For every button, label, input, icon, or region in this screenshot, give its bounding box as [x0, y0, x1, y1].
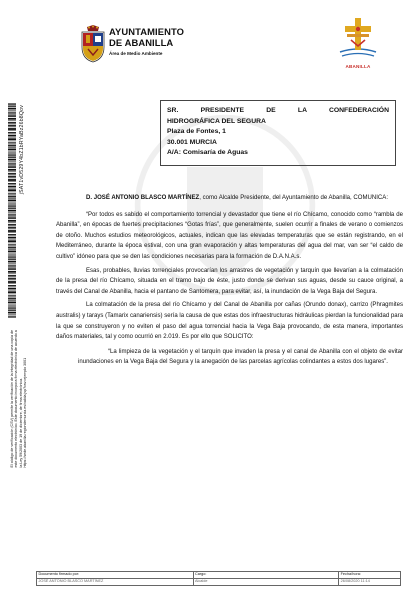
recipient-line: Plaza de Fontes, 1 — [167, 128, 226, 136]
org-name-line1: AYUNTAMIENTO — [109, 26, 184, 37]
barcode-bar — [8, 145, 16, 146]
letter-body — [56, 193, 403, 368]
barcode-bar — [8, 120, 16, 121]
barcode-bar — [8, 141, 16, 142]
barcode-bar — [8, 123, 16, 124]
barcode-bar — [8, 137, 16, 138]
barcode-bar — [8, 298, 16, 299]
barcode-bar — [8, 176, 16, 177]
barcode-bar — [8, 308, 16, 309]
barcode-bar — [8, 288, 16, 289]
barcode-bar — [8, 302, 16, 304]
sender-name: D. JOSÉ ANTONIO BLASCO MARTÍNEZ — [86, 195, 200, 201]
barcode-bar — [8, 151, 16, 152]
barcode-bar — [8, 239, 16, 240]
barcode-bar — [8, 134, 16, 135]
barcode-bar — [8, 284, 16, 285]
barcode-bar — [8, 128, 16, 130]
barcode-bar — [8, 251, 16, 253]
barcode-bar — [8, 225, 16, 226]
barcode-bar — [8, 125, 16, 126]
barcode-bar — [8, 202, 16, 203]
barcode-bar — [8, 135, 16, 136]
barcode-bar — [8, 290, 16, 291]
csv-line: https://sede.abanilla.regiondemurcia.es/valida.jsp?csv=ejemplo 3001 — [22, 357, 27, 468]
barcode-bar — [8, 255, 16, 256]
barcode-bar — [8, 144, 16, 145]
signed-by-label: Documento firmado por: — [37, 572, 194, 579]
barcode-bar — [8, 159, 16, 161]
barcode-bar — [8, 237, 16, 238]
recipient-line: A/A: Comisaría de Aguas — [167, 149, 248, 157]
csv-line: este documento electrónico. Este documento incorpora firma electrónica de acuerdo a — [14, 330, 19, 468]
request-quote: “La limpieza de la vegetación y el tarquín que invaden la presa y el canal de Abanilla con el objeto de evitar inundaciones en la Vega Baja del Segura y la anegación de las parcelas agrícolas colindantes a estos dos lugares”. — [78, 348, 403, 366]
barcode-bar — [8, 281, 16, 283]
barcode-bar — [8, 164, 16, 165]
barcode-bar — [8, 186, 16, 187]
barcode-bar — [8, 189, 16, 191]
barcode-bar — [8, 183, 16, 184]
barcode-bar — [8, 204, 16, 205]
barcode-bar — [8, 116, 16, 117]
barcode-bar — [8, 220, 16, 222]
barcode-bar — [8, 244, 16, 245]
barcode-bar — [8, 291, 16, 293]
barcode-bar — [8, 110, 16, 111]
barcode-bar — [8, 294, 16, 295]
csv-line: El código de verificación (CSV) permite la verificación de la integridad de una copia de — [10, 330, 14, 468]
barcode-bar — [8, 112, 16, 113]
barcode-bar — [8, 179, 16, 181]
barcode-bar — [8, 224, 16, 225]
barcode-bar — [8, 104, 16, 105]
barcode-bar — [8, 234, 16, 235]
barcode-bar — [8, 206, 16, 207]
barcode-bar — [8, 285, 16, 286]
barcode-bar — [8, 266, 16, 267]
barcode-bar — [8, 149, 16, 151]
barcode-bar — [8, 131, 16, 132]
barcode-bar — [8, 265, 16, 266]
intro-text: , como Alcalde Presidente, del Ayuntamiento de Abanilla, COMUNICA: — [199, 195, 389, 201]
barcode-id — [19, 105, 29, 215]
barcode-bar — [8, 174, 16, 175]
barcode-bar — [8, 304, 16, 305]
datetime-label: Fecha/hora: — [339, 572, 401, 579]
barcode-bar — [8, 138, 16, 140]
datetime-value: 26/08/2020 11:14 — [339, 579, 401, 586]
barcode-bar — [8, 217, 16, 218]
barcode-bar — [8, 122, 16, 123]
signature-table — [36, 571, 401, 586]
barcode-bar — [8, 108, 16, 110]
barcode-bar — [8, 142, 16, 143]
barcode-bar — [8, 188, 16, 189]
barcode-bar — [8, 243, 16, 244]
barcode-bar — [8, 147, 16, 148]
barcode-bar — [8, 153, 16, 154]
barcode-bar — [8, 166, 16, 167]
barcode-bar — [8, 182, 16, 183]
intro-paragraph — [56, 193, 403, 204]
barcode-bar — [8, 195, 16, 196]
barcode-bar — [8, 247, 16, 248]
barcode-bar — [8, 230, 16, 232]
barcode-bar — [8, 155, 16, 156]
barcode-bar — [8, 297, 16, 298]
barcode-bar — [8, 275, 16, 276]
barcode-bar — [8, 263, 16, 264]
barcode-bar — [8, 249, 16, 250]
barcode-bar — [8, 233, 16, 234]
barcode-bar — [8, 177, 16, 178]
barcode-bar — [8, 316, 16, 317]
paragraph: La colmatación de la presa del río Chícamo y del Canal de Abanilla por cañas (Orundo donax), carrizo (Phragmites australis) y tarays (Tamarix canariensis) sería la causa de que estas dos infraestructuras hidráulicas pierdan la funcionalidad para la que se construyeron y no eviten el paso del agua torrencial hacia la Vega Baja provocando, de esta manera, importantes daños materiales, tal y como ocurrió en 2.019. Es por ello que SOLICITO: — [56, 302, 403, 341]
department-name: Área de Medio Ambiente — [109, 51, 163, 56]
barcode-bar — [8, 163, 16, 164]
recipient-line: 30.001 MURCIA — [167, 138, 217, 146]
barcode-id-text: jSAT1vD529Y4bZ1bRYaBz26b8Qov — [19, 105, 25, 195]
barcode-bar — [8, 273, 16, 274]
barcode-bar — [8, 236, 16, 237]
barcode-bar — [8, 167, 16, 168]
csv-line: la Ley 59/2003 de 19 de diciembre, de firma electrónica. — [18, 377, 23, 468]
barcode-bar — [8, 218, 16, 219]
barcode-bar — [8, 185, 16, 186]
barcode-bar — [8, 161, 16, 162]
abanilla-cross-logo-icon — [334, 16, 382, 64]
barcode-bar — [8, 295, 16, 296]
barcode-bar — [8, 171, 16, 172]
barcode-bar — [8, 198, 16, 199]
barcode-bar — [8, 261, 16, 263]
barcode-bar — [8, 212, 16, 213]
barcode — [8, 103, 16, 318]
org-name-line2: DE ABANILLA — [109, 36, 174, 48]
barcode-bar — [8, 215, 16, 216]
barcode-bar — [8, 173, 16, 174]
barcode-bar — [8, 271, 16, 273]
barcode-bar — [8, 314, 16, 315]
barcode-bar — [8, 113, 16, 114]
barcode-bar — [8, 300, 16, 301]
position-label: Cargo: — [193, 572, 339, 579]
recipient-line: HIDROGRÁFICA DEL SEGURA — [167, 117, 266, 125]
barcode-bar — [8, 240, 16, 242]
barcode-bar — [8, 118, 16, 120]
barcode-bar — [8, 317, 16, 318]
barcode-bar — [8, 222, 16, 223]
barcode-bar — [8, 268, 16, 269]
barcode-bar — [8, 169, 16, 171]
barcode-bar — [8, 253, 16, 254]
signed-by-value: JOSÉ ANTONIO BLASCO MARTÍNEZ — [37, 579, 194, 586]
org-name — [109, 27, 184, 48]
barcode-bar — [8, 312, 16, 314]
barcode-bar — [8, 246, 16, 247]
barcode-bar — [8, 210, 16, 212]
barcode-bar — [8, 200, 16, 202]
barcode-bar — [8, 256, 16, 257]
barcode-bar — [8, 227, 16, 228]
recipient-address-box — [160, 100, 396, 166]
barcode-bar — [8, 278, 16, 279]
barcode-bar — [8, 106, 16, 107]
barcode-bar — [8, 208, 16, 209]
barcode-bar — [8, 257, 16, 258]
barcode-bar — [8, 306, 16, 307]
barcode-bar — [8, 279, 16, 280]
paragraph: Esas, probables, lluvias torrenciales provocarían los arrastres de vegetación y tarquín que llevarían a la colmatación de la presa del río Chícamo, situada en el tramo bajo de éste, justo donde se derivan sus aguas, desde su cauce original, a través del Canal de Abanilla, hacia el pantano de Santomera, para evitar, así, la inundación de la Vega Baja del Segura. — [56, 267, 403, 295]
barcode-bar — [8, 259, 16, 260]
barcode-bar — [8, 115, 16, 116]
signature-footer — [36, 571, 401, 585]
barcode-bar — [8, 193, 16, 194]
barcode-bar — [8, 287, 16, 288]
coat-of-arms-icon — [80, 25, 106, 63]
logo-caption: ABANILLA — [345, 64, 371, 69]
barcode-bar — [8, 103, 16, 104]
barcode-bar — [8, 192, 16, 193]
barcode-bar — [8, 126, 16, 127]
barcode-bar — [8, 269, 16, 270]
paragraph: “Por todos es sabido el comportamiento torrencial y devastador que tiene el río Chícamo, conocido como “rambla de Abanilla”, en épocas de fuertes precipitaciones “Gotas frías”, que generalmente, suelen ocurrir a finales de verano o comienzos de otoño. Muchos estudios meteorológicos, actuales, indican que las elevadas temperaturas que se están registrando, en el Mediterráneo, durante la época estival, con una gran evaporación y altas temperaturas del agua del mar, van ser “el caldo de cultivo” idóneo para que se den las condiciones necesarias para la formación de D.A.N.A.s. — [56, 211, 403, 260]
barcode-bar — [8, 196, 16, 197]
barcode-bar — [8, 154, 16, 155]
barcode-bar — [8, 276, 16, 277]
barcode-bar — [8, 307, 16, 308]
barcode-bar — [8, 228, 16, 229]
barcode-bar — [8, 205, 16, 206]
barcode-bar — [8, 310, 16, 311]
barcode-bar — [8, 214, 16, 215]
csv-verification-text — [10, 330, 42, 550]
recipient-line: SR. PRESIDENTE DE LA CONFEDERACIÓN — [167, 107, 389, 114]
barcode-bar — [8, 157, 16, 158]
position-value: Alcalde — [193, 579, 339, 586]
barcode-bar — [8, 132, 16, 133]
